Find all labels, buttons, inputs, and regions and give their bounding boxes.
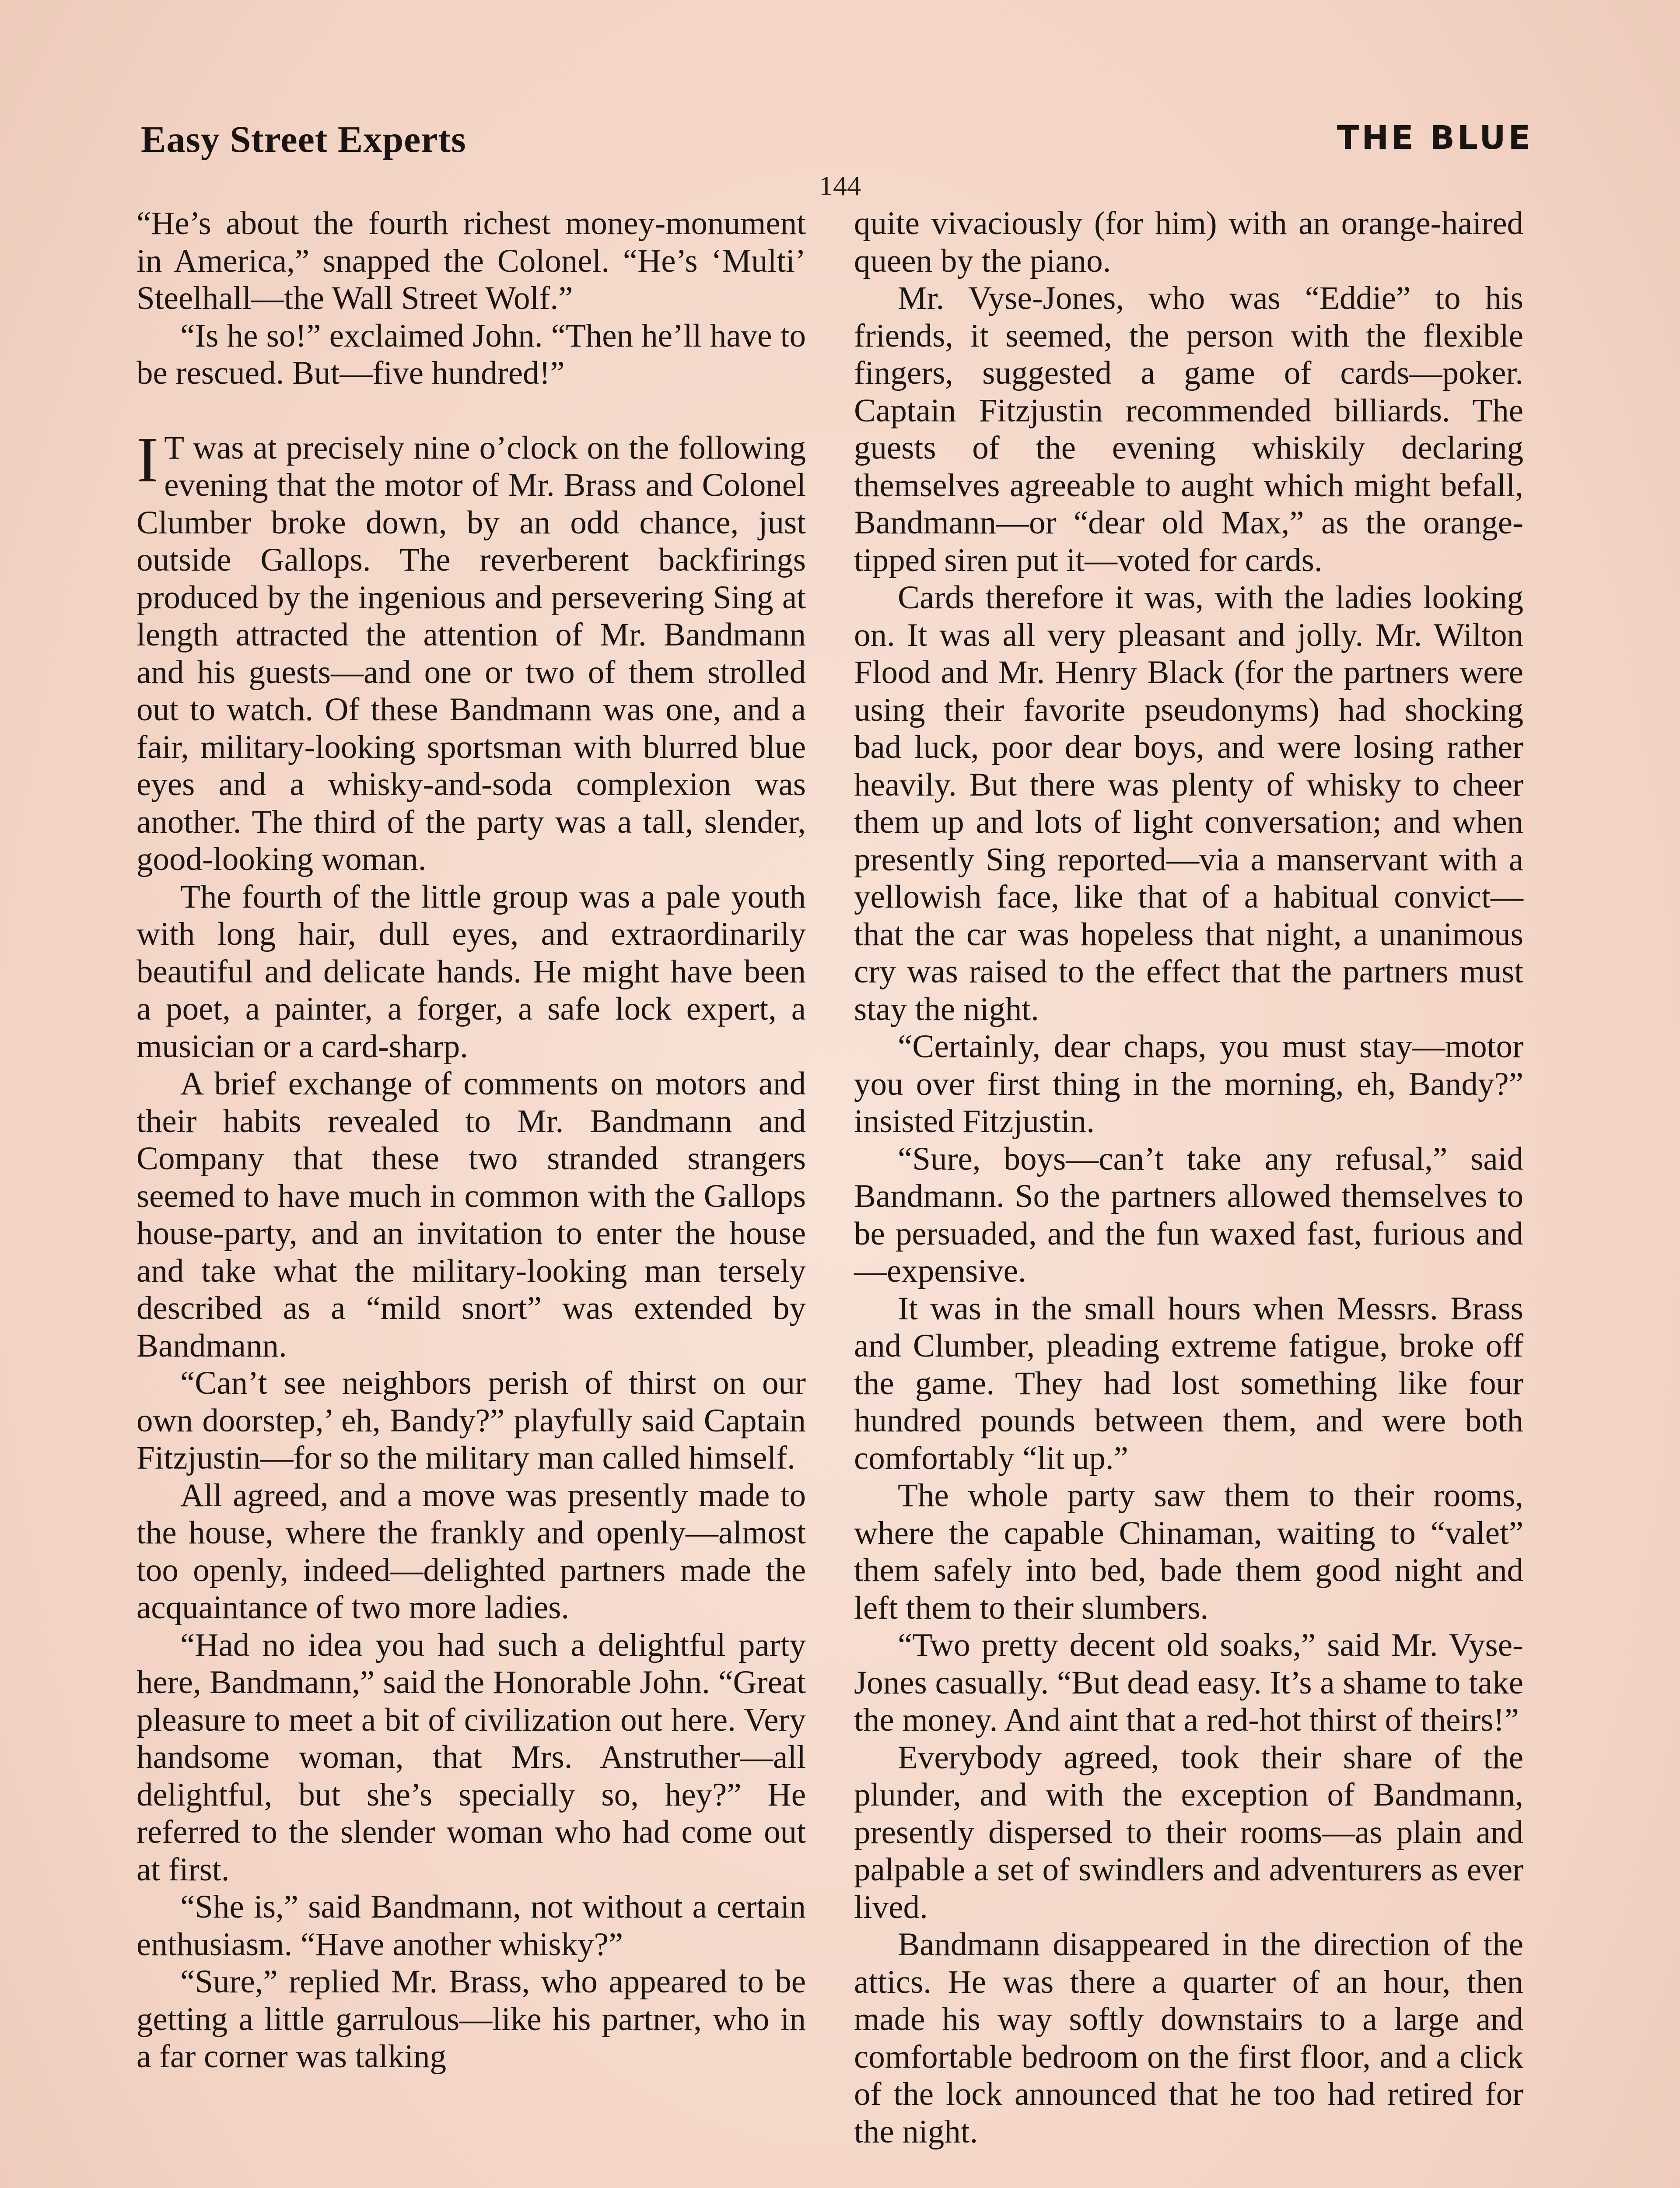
paragraph: The fourth of the little group was a pale youth with long hair, dull eyes, and extraordinarily beautiful and delicate hands. He might have been a poet, a painter, a forger, a safe lock expert, a musician or a card-sharp. [136,878,806,1065]
left-column [136,205,806,2076]
paragraph: “Sure, boys—can’t take any refusal,” said Bandmann. So the partners allowed themselves to be persuaded, and the fun waxed fast, furious and—expensive. [854,1140,1523,1289]
section-opening-paragraph [136,424,806,878]
right-column [854,205,1523,2150]
paragraph: It was in the small hours when Messrs. Brass and Clumber, pleading extreme fatigue, broke off the game. They had lost something like four hundred pounds between them, and were both comfortably “lit up.” [854,1290,1523,1476]
paragraph: Mr. Vyse-Jones, who was “Eddie” to his friends, it seemed, the person with the flexible fingers, suggested a game of cards—poker. Captain Fitzjustin recommended billiards. The guests of the evening whiskily declaring themselves agreeable to aught which might befall, Bandmann—or “dear old Max,” as the orange-tipped siren put it—voted for cards. [854,280,1523,579]
paragraph: The whole party saw them to their rooms, where the capable Chinaman, waiting to “valet” them safely into bed, bade them good night and left them to their slumbers. [854,1477,1523,1626]
paragraph: “Two pretty decent old soaks,” said Mr. Vyse-Jones casually. “But dead easy. It’s a shame to take the money. And aint that a red-hot thirst of theirs!” [854,1627,1523,1738]
paragraph: “Certainly, dear chaps, you must stay—motor you over first thing in the morning, eh, Bandy?” insisted Fitzjustin. [854,1028,1523,1140]
drop-cap: I [136,424,158,496]
paragraph: “She is,” said Bandmann, not without a certain enthusiasm. “Have another whisky?” [136,1889,806,1963]
running-title: Easy Street Experts [141,118,466,160]
magazine-name: THE BLUE [1337,119,1533,157]
paragraph: A brief exchange of comments on motors and their habits revealed to Mr. Bandmann and Company that these two stranded strangers seemed to have much in common with the Gallops house-party, and an invitation to enter the house and take what the military-looking man tersely described as a “mild snort” was extended by Bandmann. [136,1066,806,1364]
paragraph: Bandmann disappeared in the direction of the attics. He was there a quarter of an hour, then made his way softly downstairs to a large and comfortable bedroom on the first floor, and a click of the lock announced that he too had retired for the night. [854,1926,1523,2150]
paragraph: Cards therefore it was, with the ladies looking on. It was all very pleasant and jolly. Mr. Wilton Flood and Mr. Henry Black (for the partners were using their favorite pseudonyms) had shocking bad luck, poor dear boys, and were losing rather heavily. But there was plenty of whisky to cheer them up and lots of light conversation; and when presently Sing reported—via a manservant with a yellowish face, like that of a habitual convict—that the car was hopeless that night, a unanimous cry was raised to the effect that the partners must stay the night. [854,579,1523,1027]
paragraph-text: T was at precisely nine o’clock on the following evening that the motor of Mr. Brass and Colonel Clumber broke down, by an odd chance, just outside Gallops. The reverberent backfirings produced by the ingenious and persevering Sing at length attracted the attention of Mr. Bandmann and his guests—and one or two of them strolled out to watch. Of these Bandmann was one, and a fair, military-looking sportsman with blurred blue eyes and a whisky-and-soda complexion was another. The third of the party was a tall, slender, good-looking woman. [136,429,806,877]
paragraph: “He’s about the fourth richest money-monument in America,” snapped the Colonel. “He’s ‘Multi’ Steelhall—the Wall Street Wolf.” [136,205,806,316]
paragraph: quite vivaciously (for him) with an orange-haired queen by the piano. [854,205,1523,279]
paragraph: Everybody agreed, took their share of the plunder, and with the exception of Bandmann, presently dispersed to their rooms—as plain and palpable a set of swindlers and adventurers as ever lived. [854,1739,1523,1925]
paragraph: “Had no idea you had such a delightful party here, Bandmann,” said the Honorable John. “Great pleasure to meet a bit of civilization out here. Very handsome woman, that Mrs. Anstruther—all delightful, but she’s specially so, hey?” He referred to the slender woman who had come out at first. [136,1627,806,1888]
paragraph: “Can’t see neighbors perish of thirst on our own doorstep,’ eh, Bandy?” playfully said Captain Fitzjustin—for so the military man called himself. [136,1365,806,1476]
paragraph: All agreed, and a move was presently made to the house, where the frankly and openly—almost too openly, indeed—delighted partners made the acquaintance of two more ladies. [136,1477,806,1626]
paragraph: “Is he so!” exclaimed John. “Then he’ll have to be rescued. But—five hundred!” [136,317,806,391]
paragraph: “Sure,” replied Mr. Brass, who appeared to be getting a little garrulous—like his partner, who in a far corner was talking [136,1964,806,2075]
page-number: 144 [819,170,861,201]
